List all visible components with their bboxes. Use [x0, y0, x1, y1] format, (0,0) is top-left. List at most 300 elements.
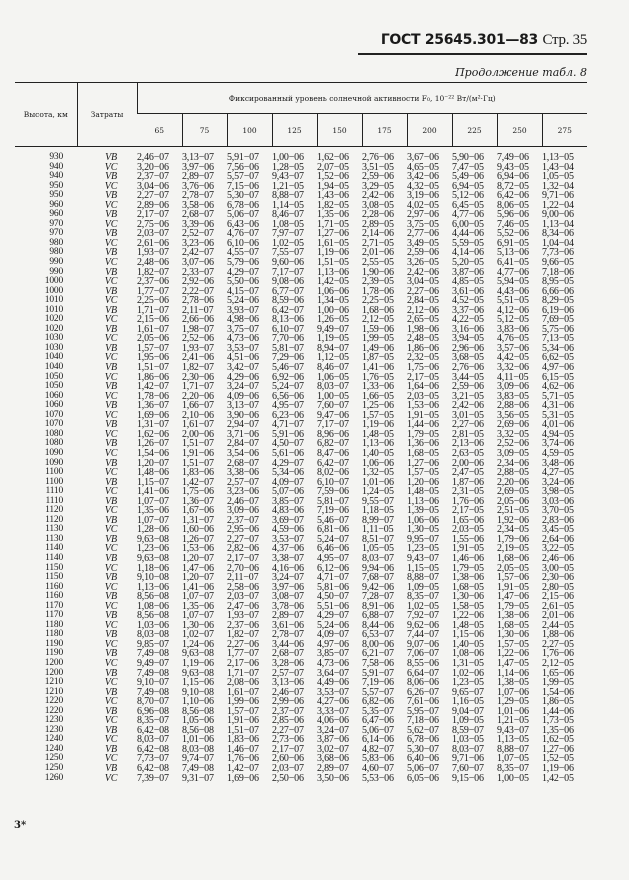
value-cell: 2,46−07	[227, 495, 259, 507]
value-cell: 6,82−06	[362, 696, 394, 708]
altitude-cell: 1250	[44, 753, 63, 764]
value-cell: 4,29−07	[272, 457, 304, 469]
value-cell: 7,97−07	[272, 228, 304, 240]
value-cell: 8,56−08	[137, 610, 169, 622]
value-cell: 2,19−05	[497, 543, 529, 555]
type-cell: VC	[104, 199, 118, 211]
value-cell: 7,49−08	[182, 763, 214, 774]
value-cell: 1,93−07	[182, 342, 214, 354]
value-cell: 1,54−06	[542, 686, 574, 698]
value-cell: 2,85−06	[272, 715, 304, 727]
value-cell: 3,74−06	[542, 438, 574, 450]
value-cell: 2,20−06	[497, 476, 529, 488]
value-cell: 5,91−07	[227, 152, 259, 163]
value-cell: 1,16−05	[452, 696, 484, 708]
value-cell: 8,03−08	[182, 743, 214, 755]
value-cell: 6,15−05	[542, 371, 574, 383]
value-cell: 9,42−06	[362, 581, 394, 593]
value-cell: 2,11−07	[182, 304, 214, 316]
value-cell: 1,94−05	[317, 180, 349, 192]
value-cell: 1,04−04	[542, 237, 574, 249]
value-cell: 6,10−07	[272, 323, 304, 335]
table-continuation-label: Продолжение табл. 8	[455, 66, 587, 79]
value-cell: 5,06−07	[227, 209, 259, 221]
value-cell: 4,73−06	[317, 657, 349, 669]
value-cell: 2,37−06	[227, 619, 259, 631]
value-cell: 4,76−05	[497, 333, 529, 345]
value-cell: 4,22−05	[452, 314, 484, 326]
value-cell: 1,03−06	[137, 619, 169, 631]
type-cell: VC	[104, 696, 118, 708]
value-cell: 2,88−05	[497, 467, 529, 479]
value-cell: 2,73−06	[272, 734, 304, 746]
value-cell: 3,83−05	[497, 390, 529, 402]
value-cell: 1,19−06	[362, 419, 394, 431]
value-cell: 3,50−06	[317, 772, 349, 784]
value-cell: 1,43−06	[317, 190, 349, 202]
value-cell: 1,69−06	[137, 409, 169, 421]
value-cell: 4,15−07	[227, 285, 259, 297]
type-cell: VB	[105, 629, 117, 641]
value-cell: 3,78−06	[272, 600, 304, 612]
value-cell: 4,29−07	[317, 610, 349, 622]
value-cell: 2,48−06	[137, 257, 169, 269]
value-cell: 8,46−07	[272, 209, 304, 221]
value-cell: 6,40−06	[407, 753, 439, 765]
value-cell: 9,60−06	[272, 257, 304, 269]
value-cell: 9,15−06	[452, 772, 484, 784]
value-cell: 8,51−07	[362, 533, 394, 545]
value-cell: 1,67−06	[182, 505, 214, 517]
value-cell: 3,44−05	[452, 371, 484, 383]
value-cell: 7,18−06	[407, 715, 439, 727]
value-cell: 2,27−06	[452, 419, 484, 431]
value-cell: 2,59−06	[452, 381, 484, 393]
type-cell: VB	[105, 686, 117, 698]
type-cell: VB	[105, 190, 117, 202]
value-cell: 1,69−06	[227, 772, 259, 784]
value-cell: 8,29−05	[542, 295, 574, 307]
altitude-cell: 1220	[44, 696, 63, 707]
value-cell: 1,65−06	[542, 667, 574, 679]
value-cell: 1,79−05	[452, 562, 484, 574]
altitude-cell: 1160	[45, 591, 63, 602]
value-cell: 1,13−06	[137, 581, 169, 593]
altitude-cell: 1150	[45, 562, 63, 573]
value-cell: 1,99−05	[542, 677, 574, 689]
value-cell: 4,51−06	[227, 352, 259, 364]
altitude-cell: 1030	[44, 333, 63, 344]
altitude-cell: 1190	[45, 648, 63, 659]
value-cell: 9,49−07	[137, 657, 169, 669]
value-cell: 8,55−06	[407, 657, 439, 669]
value-cell: 4,76−07	[227, 228, 259, 240]
type-cell: VB	[105, 285, 117, 297]
value-cell: 1,43−04	[542, 161, 574, 173]
value-cell: 1,57−05	[497, 638, 529, 650]
value-cell: 4,01−06	[542, 419, 574, 431]
altitude-cell: 1200	[44, 657, 63, 668]
value-cell: 1,21−05	[497, 715, 529, 727]
value-cell: 3,37−06	[452, 304, 484, 316]
value-cell: 5,12−05	[497, 314, 529, 326]
value-cell: 1,06−06	[362, 457, 394, 469]
value-cell: 1,61−07	[227, 686, 259, 698]
type-cell: VC	[104, 657, 118, 669]
value-cell: 3,08−07	[272, 591, 304, 603]
value-cell: 5,91−07	[362, 667, 394, 679]
value-cell: 7,28−07	[362, 591, 394, 603]
value-cell: 4,27−05	[542, 467, 574, 479]
altitude-cell: 1210	[44, 686, 63, 697]
value-cell: 2,27−07	[272, 724, 304, 736]
altitude-cell: 1070	[44, 419, 63, 430]
value-cell: 5,71−05	[542, 390, 574, 402]
value-cell: 4,50−07	[272, 438, 304, 450]
value-cell: 2,78−06	[182, 295, 214, 307]
type-cell: VC	[104, 161, 118, 173]
value-cell: 1,82−05	[317, 199, 349, 211]
type-cell: VB	[105, 572, 117, 584]
value-cell: 1,42−07	[137, 381, 169, 393]
value-cell: 5,79−06	[227, 257, 259, 269]
value-cell: 3,42−07	[227, 362, 259, 374]
altitude-cell: 1000	[44, 285, 63, 296]
value-cell: 2,27−06	[227, 638, 259, 650]
type-cell: VB	[105, 266, 117, 278]
value-cell: 5,50−06	[227, 276, 259, 288]
altitude-cell: 1000	[44, 276, 63, 287]
value-cell: 7,49−08	[137, 667, 169, 679]
value-cell: 5,75−06	[542, 323, 574, 335]
value-cell: 5,81−07	[317, 495, 349, 507]
value-cell: 4,55−07	[227, 247, 259, 259]
value-cell: 7,44−07	[407, 629, 439, 641]
data-table	[15, 83, 587, 783]
type-cell: VC	[104, 524, 118, 536]
value-cell: 4,62−06	[542, 381, 574, 393]
value-cell: 1,35−06	[542, 724, 574, 736]
value-cell: 3,87−06	[317, 734, 349, 746]
altitude-cell: 1190	[45, 638, 63, 649]
value-cell: 9,00−06	[542, 209, 574, 221]
value-cell: 7,13−05	[542, 333, 574, 345]
value-cell: 3,53−07	[227, 342, 259, 354]
value-cell: 1,62−05	[542, 734, 574, 746]
type-cell: VB	[105, 724, 117, 736]
value-cell: 1,34−05	[317, 295, 349, 307]
value-cell: 1,68−06	[497, 552, 529, 564]
value-cell: 1,13−04	[542, 218, 574, 230]
altitude-cell: 1090	[44, 447, 63, 458]
value-cell: 2,03−05	[452, 524, 484, 536]
value-cell: 3,76−06	[182, 180, 214, 192]
value-cell: 2,81−05	[452, 428, 484, 440]
altitude-cell: 1180	[45, 629, 63, 640]
value-cell: 2,78−07	[272, 629, 304, 641]
value-cell: 3,67−06	[407, 152, 439, 163]
value-cell: 6,91−05	[497, 237, 529, 249]
value-cell: 2,61−06	[137, 237, 169, 249]
altitude-cell: 1080	[44, 438, 63, 449]
value-cell: 8,96−06	[317, 428, 349, 440]
value-cell: 1,23−05	[407, 543, 439, 555]
value-cell: 2,48−05	[407, 333, 439, 345]
value-cell: 3,53−07	[272, 533, 304, 545]
value-cell: 6,14−06	[362, 734, 394, 746]
value-cell: 2,11−07	[227, 572, 259, 584]
value-cell: 1,68−05	[452, 581, 484, 593]
value-cell: 6,23−06	[272, 409, 304, 421]
value-cell: 3,64−07	[317, 667, 349, 679]
value-cell: 2,51−05	[497, 505, 529, 517]
type-cell: VC	[104, 581, 118, 593]
altitude-cell: 940	[49, 161, 63, 172]
value-cell: 4,29−06	[227, 371, 259, 383]
value-cell: 1,48−05	[452, 619, 484, 631]
value-cell: 1,26−05	[317, 314, 349, 326]
value-cell: 1,40−05	[362, 447, 394, 459]
value-cell: 2,42−06	[362, 190, 394, 202]
value-cell: 1,00−05	[317, 390, 349, 402]
value-cell: 1,42−05	[542, 772, 574, 784]
value-cell: 9,95−07	[407, 533, 439, 545]
value-cell: 2,46−06	[542, 552, 574, 564]
header-flux-65: 65	[137, 114, 182, 147]
value-cell: 3,09−06	[227, 505, 259, 517]
value-cell: 3,24−07	[227, 381, 259, 393]
value-cell: 5,12−06	[452, 190, 484, 202]
value-cell: 2,22−07	[182, 285, 214, 297]
value-cell: 1,87−06	[452, 476, 484, 488]
value-cell: 1,31−05	[452, 657, 484, 669]
value-cell: 2,37−06	[137, 276, 169, 288]
value-cell: 1,98−07	[182, 323, 214, 335]
altitude-cell: 1040	[44, 352, 63, 363]
altitude-cell: 1040	[44, 362, 63, 373]
value-cell: 3,57−06	[497, 342, 529, 354]
value-cell: 1,27−06	[542, 743, 574, 755]
value-cell: 1,86−05	[542, 696, 574, 708]
value-cell: 1,71−05	[317, 218, 349, 230]
type-cell: VB	[105, 533, 117, 545]
value-cell: 1,52−06	[317, 171, 349, 183]
value-cell: 3,61−06	[272, 619, 304, 631]
value-cell: 2,95−06	[227, 524, 259, 536]
value-cell: 1,18−06	[137, 562, 169, 574]
altitude-cell: 960	[49, 199, 63, 210]
type-cell: VC	[104, 715, 118, 727]
type-cell: VB	[105, 591, 117, 603]
value-cell: 1,30−06	[497, 629, 529, 641]
value-cell: 1,22−06	[497, 648, 529, 660]
value-cell: 7,68−07	[362, 572, 394, 584]
value-cell: 2,65−05	[407, 314, 439, 326]
value-cell: 1,06−05	[317, 371, 349, 383]
value-cell: 8,88−07	[272, 190, 304, 202]
value-cell: 1,20−07	[182, 572, 214, 584]
value-cell: 2,03−05	[407, 390, 439, 402]
type-cell: VB	[105, 362, 117, 374]
value-cell: 3,03−06	[542, 495, 574, 507]
value-cell: 1,30−06	[452, 591, 484, 603]
value-cell: 8,35−07	[497, 763, 529, 774]
value-cell: 1,66−05	[362, 390, 394, 402]
value-cell: 7,69−05	[542, 314, 574, 326]
value-cell: 2,37−07	[227, 514, 259, 526]
value-cell: 4,59−06	[272, 524, 304, 536]
value-cell: 1,32−05	[362, 467, 394, 479]
value-cell: 7,70−06	[272, 333, 304, 345]
value-cell: 3,22−05	[542, 543, 574, 555]
value-cell: 1,53−06	[182, 543, 214, 555]
altitude-cell: 960	[49, 209, 63, 220]
value-cell: 1,08−06	[137, 600, 169, 612]
value-cell: 9,63−08	[137, 552, 169, 564]
value-cell: 2,68−07	[272, 648, 304, 660]
value-cell: 1,31−07	[182, 514, 214, 526]
value-cell: 1,05−05	[542, 171, 574, 183]
value-cell: 5,91−06	[272, 428, 304, 440]
value-cell: 2,07−05	[317, 161, 349, 173]
value-cell: 1,55−06	[452, 533, 484, 545]
value-cell: 4,77−06	[497, 266, 529, 278]
value-cell: 1,71−07	[227, 667, 259, 679]
value-cell: 5,24−07	[317, 533, 349, 545]
value-cell: 4,32−05	[407, 180, 439, 192]
value-cell: 4,09−07	[272, 476, 304, 488]
value-cell: 3,24−07	[317, 724, 349, 736]
type-cell: VB	[105, 323, 117, 335]
altitude-cell: 1240	[44, 743, 63, 754]
value-cell: 1,26−07	[182, 533, 214, 545]
value-cell: 1,28−05	[272, 161, 304, 173]
value-cell: 1,35−06	[317, 209, 349, 221]
value-cell: 1,13−05	[497, 734, 529, 746]
value-cell: 4,44−06	[452, 228, 484, 240]
type-cell: VC	[104, 505, 118, 517]
value-cell: 8,34−06	[542, 228, 574, 240]
value-cell: 3,13−07	[182, 152, 214, 163]
type-cell: VB	[105, 304, 117, 316]
value-cell: 2,00−06	[182, 428, 214, 440]
value-cell: 1,09−05	[452, 715, 484, 727]
value-cell: 4,65−05	[407, 161, 439, 173]
type-cell: VC	[104, 638, 118, 650]
value-cell: 1,51−07	[182, 438, 214, 450]
value-cell: 2,80−05	[542, 581, 574, 593]
value-cell: 2,17−07	[272, 743, 304, 755]
type-cell: VB	[105, 476, 117, 488]
value-cell: 3,48−06	[542, 457, 574, 469]
value-cell: 1,64−06	[407, 381, 439, 393]
value-cell: 2,10−06	[182, 409, 214, 421]
value-cell: 5,81−06	[317, 581, 349, 593]
value-cell: 5,94−05	[497, 276, 529, 288]
value-cell: 1,13−05	[542, 152, 574, 163]
value-cell: 4,27−06	[317, 696, 349, 708]
value-cell: 4,42−05	[497, 352, 529, 364]
value-cell: 8,03−08	[137, 629, 169, 641]
value-cell: 4,82−07	[362, 743, 394, 755]
value-cell: 1,12−05	[317, 352, 349, 364]
value-cell: 2,27−06	[407, 285, 439, 297]
value-cell: 5,90−06	[452, 152, 484, 163]
value-cell: 7,18−06	[542, 266, 574, 278]
value-cell: 2,41−06	[182, 352, 214, 364]
value-cell: 2,15−06	[137, 314, 169, 326]
header-flux-125: 125	[272, 114, 317, 147]
altitude-cell: 1080	[44, 428, 63, 439]
value-cell: 7,19−06	[317, 505, 349, 517]
value-cell: 5,53−06	[362, 772, 394, 784]
value-cell: 2,34−05	[497, 524, 529, 536]
value-cell: 2,89−07	[182, 171, 214, 183]
value-cell: 2,50−06	[272, 772, 304, 784]
header-type: Затраты	[77, 83, 137, 147]
value-cell: 7,46−05	[497, 218, 529, 230]
type-cell: VC	[104, 257, 118, 269]
value-cell: 3,13−07	[227, 400, 259, 412]
value-cell: 4,71−07	[317, 572, 349, 584]
value-cell: 1,79−05	[407, 428, 439, 440]
type-cell: VB	[105, 209, 117, 221]
value-cell: 5,06−07	[362, 724, 394, 736]
value-cell: 2,17−05	[407, 371, 439, 383]
type-cell: VC	[104, 600, 118, 612]
value-cell: 1,22−04	[542, 199, 574, 211]
value-cell: 4,94−05	[542, 428, 574, 440]
value-cell: 6,81−06	[317, 524, 349, 536]
value-cell: 8,91−06	[362, 600, 394, 612]
value-cell: 8,35−07	[407, 591, 439, 603]
value-cell: 1,20−06	[407, 476, 439, 488]
value-cell: 6,42−08	[137, 743, 169, 755]
value-cell: 9,55−07	[362, 495, 394, 507]
value-cell: 2,47−05	[452, 467, 484, 479]
value-cell: 1,78−06	[137, 390, 169, 402]
value-cell: 1,57−06	[497, 572, 529, 584]
altitude-cell: 1250	[44, 763, 63, 773]
value-cell: 2,14−06	[362, 228, 394, 240]
value-cell: 1,15−06	[182, 677, 214, 689]
altitude-cell: 980	[49, 237, 63, 248]
value-cell: 9,43−07	[497, 724, 529, 736]
value-cell: 3,26−05	[407, 257, 439, 269]
value-cell: 8,99−07	[362, 514, 394, 526]
value-cell: 1,19−06	[317, 247, 349, 259]
value-cell: 1,39−05	[407, 505, 439, 517]
value-cell: 1,36−07	[137, 400, 169, 412]
value-cell: 3,42−06	[407, 171, 439, 183]
value-cell: 2,68−07	[182, 209, 214, 221]
value-cell: 4,95−07	[272, 400, 304, 412]
value-cell: 1,41−06	[182, 581, 214, 593]
value-cell: 7,49−06	[497, 152, 529, 163]
value-cell: 7,55−07	[272, 247, 304, 259]
value-cell: 5,51−05	[497, 295, 529, 307]
altitude-cell: 1020	[44, 314, 63, 325]
value-cell: 4,02−05	[407, 199, 439, 211]
value-cell: 1,13−06	[362, 438, 394, 450]
value-cell: 8,06−06	[407, 677, 439, 689]
value-cell: 2,70−06	[227, 562, 259, 574]
value-cell: 1,95−06	[137, 352, 169, 364]
value-cell: 7,92−07	[407, 610, 439, 622]
value-cell: 6,82−07	[317, 438, 349, 450]
value-cell: 8,44−06	[362, 619, 394, 631]
value-cell: 2,57−07	[272, 667, 304, 679]
